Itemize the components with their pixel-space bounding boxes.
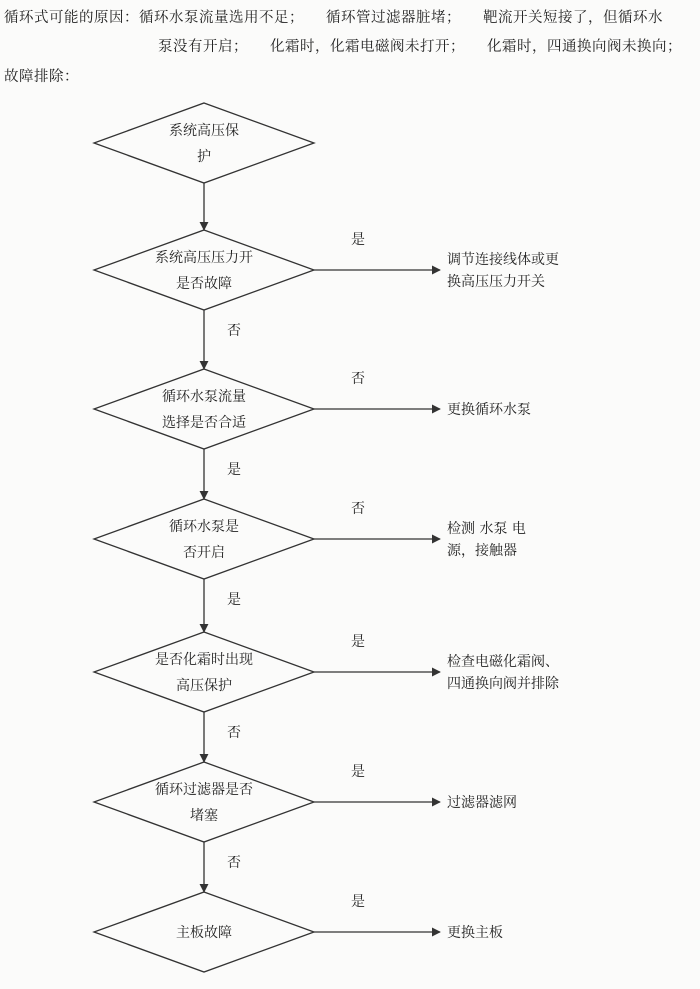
decision-diamond	[94, 632, 314, 712]
action-text: 检测 水泵 电	[447, 521, 526, 537]
decision-text: 系统高压压力开	[155, 250, 253, 266]
action-text: 过滤器滤网	[447, 795, 517, 811]
decision-text: 循环水泵是	[169, 519, 239, 535]
action-text: 更换循环水泵	[447, 402, 531, 418]
branch-label: 否	[351, 501, 365, 517]
intro-text: 循环管过滤器脏堵；	[326, 10, 461, 26]
intro-text: 泵没有开启；	[158, 39, 248, 55]
intro-text: 化霜时，四通换向阀未换向；	[487, 39, 682, 55]
decision-text: 堵塞	[190, 808, 218, 824]
decision-text: 主板故障	[176, 925, 232, 941]
arrow-label: 否	[227, 855, 241, 871]
action-text: 检查电磁化霜阀、	[447, 654, 559, 670]
decision-diamond	[94, 369, 314, 449]
branch-label: 是	[351, 232, 365, 248]
action-text: 源，接触器	[447, 543, 517, 559]
decision-diamond	[94, 762, 314, 842]
branch-label: 否	[351, 371, 365, 387]
decision-text: 是否化霜时出现	[155, 652, 253, 668]
action-text: 更换主板	[447, 925, 503, 941]
decision-text: 是否故障	[176, 276, 232, 292]
action-text: 调节连接线体或更	[447, 252, 559, 268]
decision-text: 护	[197, 149, 211, 165]
intro-text: 化霜时，化霜电磁阀未打开；	[270, 39, 465, 55]
action-text: 四通换向阀并排除	[447, 676, 559, 692]
decision-text: 系统高压保	[169, 123, 239, 139]
decision-diamond	[94, 230, 314, 310]
branch-label: 是	[351, 764, 365, 780]
decision-text: 选择是否合适	[162, 415, 246, 431]
decision-text: 否开启	[183, 545, 225, 561]
arrow-label: 是	[227, 592, 241, 608]
action-text: 换高压压力开关	[447, 274, 545, 290]
decision-diamond	[94, 103, 314, 183]
branch-label: 是	[351, 894, 365, 910]
intro-text: 靶流开关短接了，但循环水	[483, 10, 663, 26]
decision-text: 循环水泵流量	[162, 389, 246, 405]
intro-text: 循环式可能的原因：循环水泵流量选用不足；	[4, 10, 304, 26]
arrow-label: 否	[227, 725, 241, 741]
arrow-label: 是	[227, 462, 241, 478]
decision-text: 循环过滤器是否	[155, 782, 253, 798]
decision-text: 高压保护	[176, 678, 232, 694]
section-heading: 故障排除：	[4, 69, 79, 85]
decision-diamond	[94, 499, 314, 579]
branch-label: 是	[351, 634, 365, 650]
arrow-label: 否	[227, 323, 241, 339]
